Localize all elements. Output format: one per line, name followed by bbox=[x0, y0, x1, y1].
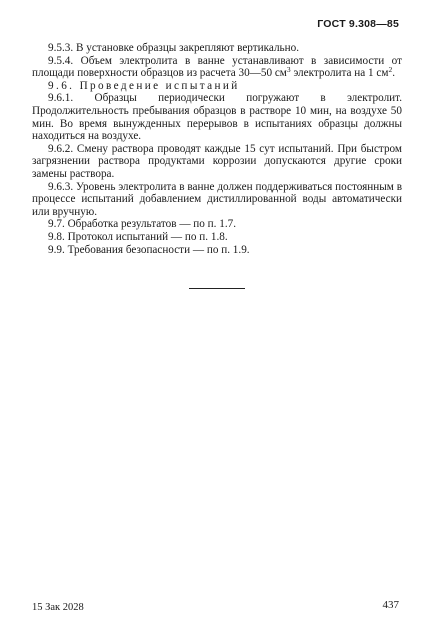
superscript-square: 2 bbox=[388, 65, 393, 75]
paragraph-9-5-3: 9.5.3. В установке образцы закрепляют вертикально. bbox=[48, 42, 300, 54]
end-divider-line bbox=[189, 288, 245, 289]
page-header-standard: ГОСТ 9.308—85 bbox=[317, 18, 399, 30]
paragraph-9-5-4-text-3: . bbox=[392, 67, 396, 80]
paragraph-9-7: 9.7. Обработка результатов — по п. 1.7. bbox=[48, 218, 237, 231]
section-heading-9-6: 9.6. Проведение испытаний bbox=[48, 79, 240, 92]
paragraph-9-6-1: 9.6.1. Образцы периодически погружают в электролит. Продолжительность пребывания образцов в растворе 10 мин, на воздухе 50 мин. Во время вынужденных перерывов в испытаниях образцы должны находиться на воздухе. bbox=[32, 92, 402, 143]
superscript-cubic: 3 bbox=[286, 65, 291, 75]
paragraph-9-6-3: 9.6.3. Уровень электролита в ванне должен поддерживаться постоянным в процессе испытаний добавлением дистиллированной воды автоматически или вручную. bbox=[32, 180, 402, 218]
paragraph-9-6-2: 9.6.2. Смену раствора проводят каждые 15 сут испытаний. При быстром загрязнении раствора продуктами коррозии допускаются другие сроки замены раствора. bbox=[32, 142, 402, 180]
page-number: 437 bbox=[382, 599, 399, 611]
paragraph-9-9: 9.9. Требования безопасности — по п. 1.9. bbox=[48, 243, 250, 256]
paragraph-9-5-4-text-1: 9.5.4. Объем электролита в ванне устанавливают в зависимости от площади поверхности образцов из расчета 30—50 см bbox=[32, 54, 402, 80]
paragraph-9-5-4-text-2: электролита на 1 см bbox=[290, 67, 389, 80]
document-body bbox=[32, 42, 402, 256]
footer-print-order: 15 Зак 2028 bbox=[32, 602, 84, 613]
paragraph-9-5-4 bbox=[32, 55, 402, 80]
paragraph-9-8: 9.8. Протокол испытаний — по п. 1.8. bbox=[48, 230, 228, 243]
